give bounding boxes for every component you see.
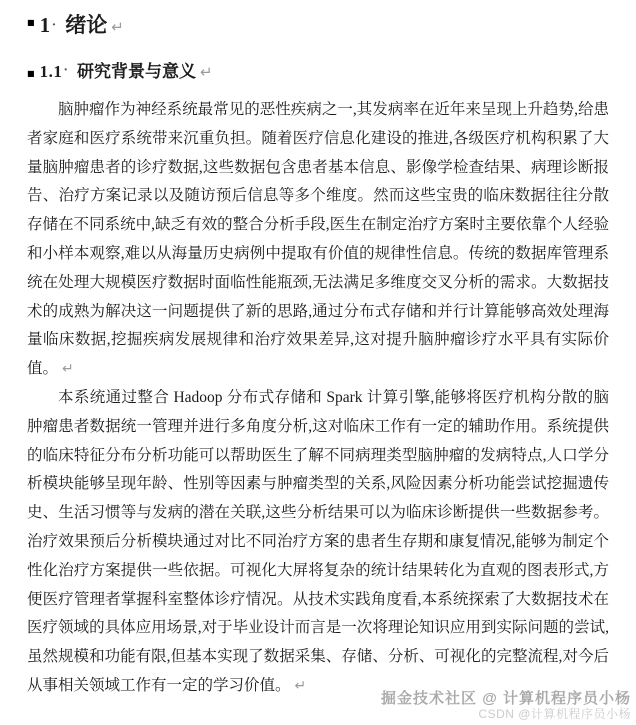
heading-format-square-icon: ■ [27,18,35,27]
paragraph-return-mark-icon: ↵ [62,361,74,378]
watermark-csdn-text: CSDN @计算机程序员小杨 [478,707,631,722]
chapter-title: 绪论 [65,13,108,37]
watermark-juejin-text: 掘金技术社区 @ 计算机程序员小杨 [381,689,631,707]
heading-format-square-icon: ■ [27,69,35,78]
section-heading [27,58,609,87]
chapter-heading [27,8,609,42]
paragraph-1-text: 脑肿瘤作为神经系统最常见的恶性疾病之一,其发病率在近年来呈现上升趋势,给患者家庭和医疗系统带来沉重负担。随着医疗信息化建设的推进,各级医疗机构积累了大量脑肿瘤患者的诊疗数据,这些数据包含患者基本信息、影像学检查结果、病理诊断报告、治疗方案记录以及随访预后信息等多个维度。然而这些宝贵的临床数据往往分散存储在不同系统中,缺乏有效的整合分析手段,医生在制定治疗方案时主要依靠个人经验和小样本观察,难以从海量历史病例中提取有价值的规律性信息。传统的数据库管理系统在处理大规模医疗数据时面临性能瓶颈,无法满足多维度交叉分析的需求。大数据技术的成熟为解决这一问题提供了新的思路,通过分布式存储和并行计算能够高效处理海量临床数据,挖掘疾病发展规律和治疗效果差异,这对提升脑肿瘤诊疗水平具有实际价值。 [27,101,609,378]
section-number: 1.1 [39,62,63,81]
paragraph-return-mark-icon: ↵ [199,63,213,81]
paragraph-return-mark-icon: ↵ [294,677,307,694]
space-format-mark-icon: · [51,18,57,33]
paragraph-return-mark-icon: ↵ [111,18,124,36]
chapter-number: 1 [39,13,51,37]
paragraph-2-text: 本系统通过整合 Hadoop 分布式存储和 Spark 计算引擎,能够将医疗机构分散的脑肿瘤患者数据统一管理并进行多角度分析,这对临床工作有一定的辅助作用。系统提供的临床特征分布分析功能可以帮助医生了解不同病理类型脑肿瘤的发病特点,人口学分析模块能够呈现年龄、性别等因素与肿瘤类型的关系,风险因素分析功能尝试挖掘遗传史、生活习惯等与发病的潜在关联,这些分析结果可以为临床诊断提供一些数据参考。治疗效果预后分析模块通过对比不同治疗方案的患者生存期和康复情况,能够为制定个性化治疗方案提供一些依据。可视化大屏将复杂的统计结果转化为直观的图表形式,方便医疗管理者掌握科室整体诊疗情况。从技术实践角度看,本系统探索了大数据技术在医疗领域的具体应用场景,对于毕业设计而言是一次将理论知识应用到实际问题的尝试,虽然规模和功能有限,但基本实现了数据采集、存储、分析、可视化的完整流程,对今后从事相关领域工作有一定的学习价值。 [27,388,609,694]
paragraph-1 [27,96,609,384]
space-format-mark-icon: · [63,63,68,78]
paragraph-2 [27,384,609,701]
section-title: 研究背景与意义 [76,62,196,81]
